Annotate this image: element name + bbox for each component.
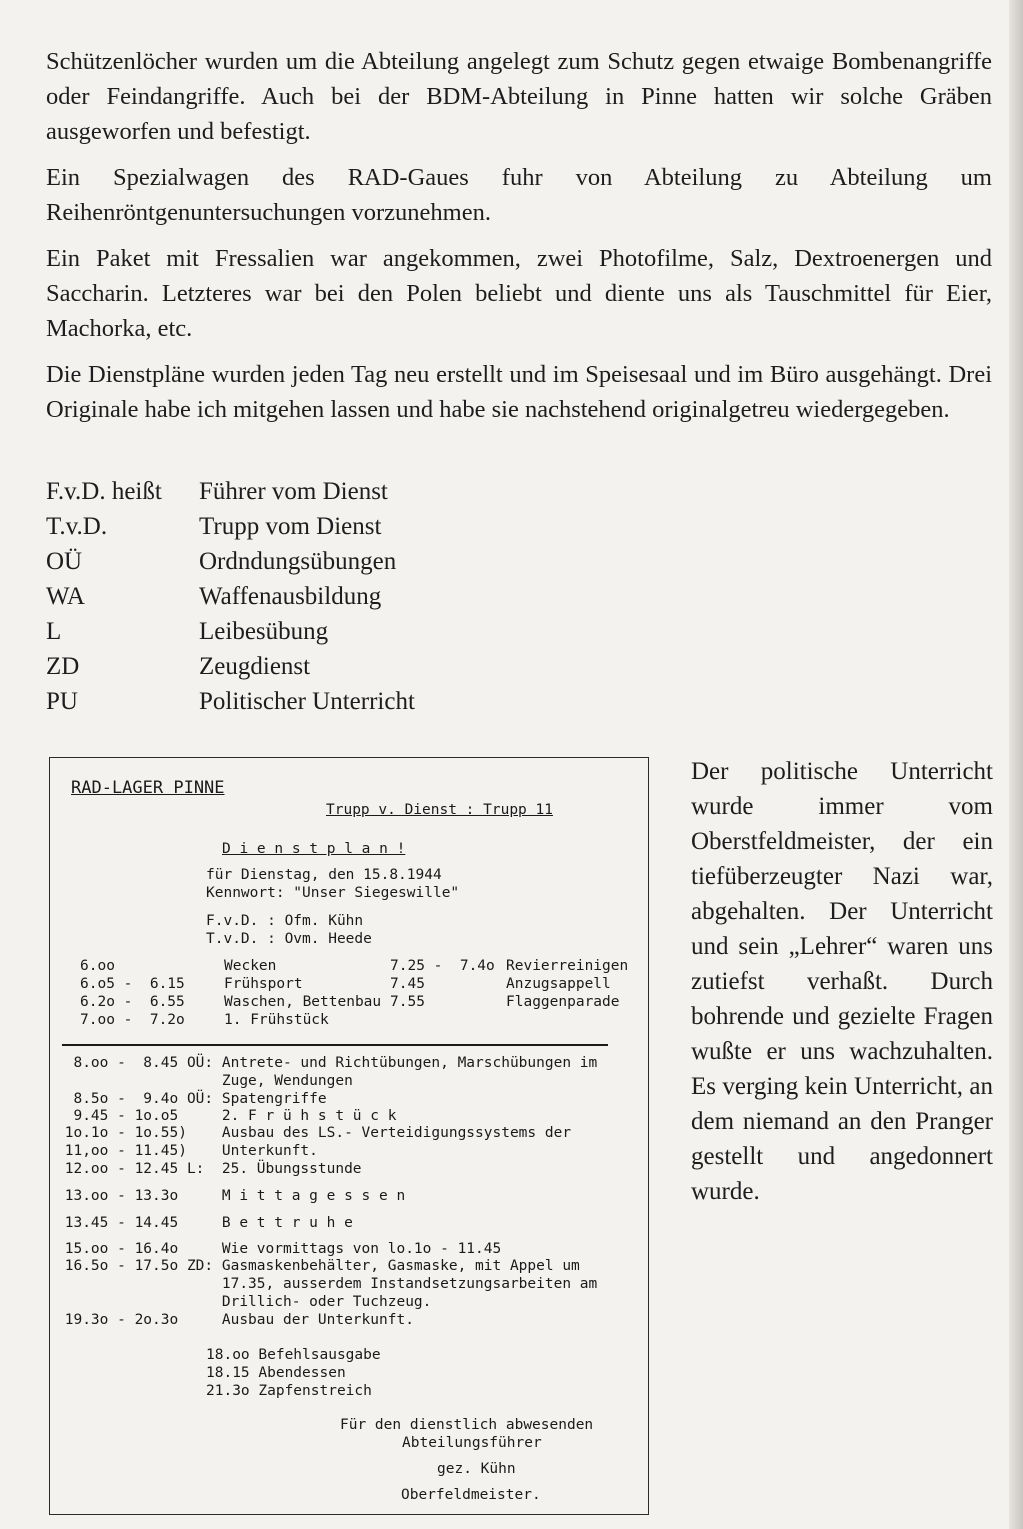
signature-line: Abteilungsführer: [402, 1435, 542, 1451]
abbreviation-key: WA: [46, 583, 85, 610]
schedule-activity: Waschen, Bettenbau: [224, 994, 382, 1010]
schedule-line: 8.oo - 8.45 OÜ: Antrete- und Richtübungen, Marschübungen im: [56, 1055, 598, 1071]
paragraph-xray: Ein Spezialwagen des RAD-Gaues fuhr von Abteilung zu Abteilung um Reihenröntgenuntersuchungen vorzunehmen.: [46, 164, 992, 226]
schedule-line: 12.oo - 12.45 L: 25. Übungsstunde: [56, 1161, 362, 1177]
paragraph-trenches: Schützenlöcher wurden um die Abteilung angelegt zum Schutz gegen etwaige Bombenangriffe oder Feindangriffe. Auch bei der BDM-Abteilung in Pinne hatten wir solche Gräben ausgeworfen und befestigt.: [46, 48, 992, 145]
schedule-time: 7.45: [390, 976, 425, 992]
abbreviation-row: [46, 509, 415, 544]
schedule-time: 6.2o - 6.55: [80, 994, 185, 1010]
abbreviation-value: Leibesübung: [199, 618, 329, 645]
evening-line: 21.3o Zapfenstreich: [206, 1383, 372, 1399]
abbreviation-row: [46, 579, 415, 614]
abbreviation-list: [46, 474, 415, 719]
abbreviation-row: [46, 649, 415, 684]
schedule-line: Zuge, Wendungen: [56, 1073, 353, 1089]
paragraph-package: Ein Paket mit Fressalien war angekommen, zwei Photofilme, Salz, Dextroenergen und Saccharin. Letzteres war bei den Polen beliebt und diente uns als Tauschmittel für Eier, Machorka, etc.: [46, 245, 992, 342]
bettruhe-line: 13.45 - 14.45 B e t t r u h e: [56, 1215, 353, 1231]
signature-line: Oberfeldmeister.: [401, 1487, 541, 1503]
schedule-line: 19.3o - 2o.3o Ausbau der Unterkunft.: [56, 1312, 414, 1328]
schedule-line: 9.45 - 1o.o5 2. F r ü h s t ü c k: [56, 1108, 397, 1124]
schedule-time: 7.55: [390, 994, 425, 1010]
schedule-activity: 1. Frühstück: [224, 1012, 329, 1028]
abbreviation-value: Waffenausbildung: [199, 583, 382, 610]
schedule-line: 11,oo - 11.45) Unterkunft.: [56, 1143, 318, 1159]
abbreviation-value: Führer vom Dienst: [199, 478, 388, 505]
schedule-line: Drillich- oder Tuchzeug.: [56, 1294, 432, 1310]
abbreviation-value: Zeugdienst: [199, 653, 311, 680]
signature-line: Für den dienstlich abwesenden: [340, 1417, 594, 1433]
schedule-line: 17.35, ausserdem Instandsetzungsarbeiten am: [56, 1276, 598, 1292]
mittagessen-line: 13.oo - 13.3o M i t t a g e s s e n: [56, 1188, 406, 1204]
abbreviation-key: F.v.D. heißt: [46, 478, 162, 505]
dienstplan-document: [49, 757, 649, 1515]
abbreviation-key: PU: [46, 688, 78, 715]
abbreviation-value: Politischer Unterricht: [199, 688, 415, 715]
tvd-line: T.v.D. : Ovm. Heede: [206, 931, 372, 947]
schedule-line: 16.5o - 17.5o ZD: Gasmaskenbehälter, Gasmaske, mit Appel um: [56, 1258, 580, 1274]
schedule-time: 7.25 - 7.4o: [390, 958, 495, 974]
trupp-line: Trupp v. Dienst : Trupp 11: [326, 802, 553, 818]
kennwort-line: Kennwort: "Unser Siegeswille": [206, 885, 460, 901]
schedule-activity: Anzugsappell: [506, 976, 611, 992]
schedule-time: 6.oo: [80, 958, 115, 974]
abbreviation-row: [46, 614, 415, 649]
abbreviation-key: ZD: [46, 653, 80, 680]
schedule-activity: Revierreinigen: [506, 958, 629, 974]
evening-line: 18.15 Abendessen: [206, 1365, 346, 1381]
abbreviation-key: OÜ: [46, 548, 83, 575]
abbreviation-key: T.v.D.: [46, 513, 108, 540]
dienstplan-heading: D i e n s t p l a n !: [222, 841, 406, 857]
schedule-time: 6.o5 - 6.15: [80, 976, 185, 992]
abbreviation-row: [46, 474, 415, 509]
page-edge: [1009, 0, 1023, 1529]
abbreviation-row: [46, 544, 415, 579]
paragraph-political-lessons: Der politische Unterricht wurde immer vom Oberstfeldmeister, der ein tiefüberzeugter Nazi war, abgehalten. Der Unterricht und sein „Lehrer“ waren uns zutiefst verhaßt. Durch bohrende und gezielte Fragen wußte er uns wachzuhalten. Es verging kein Unterricht, an dem niemand an den Pranger gestellt und angedonnert wurde.: [691, 758, 993, 1205]
abbreviation-value: Ordndungsübungen: [199, 548, 397, 575]
divider-rule: [62, 1044, 608, 1046]
evening-line: 18.oo Befehlsausgabe: [206, 1347, 381, 1363]
schedule-time: 7.oo - 7.2o: [80, 1012, 185, 1028]
abbreviation-value: Trupp vom Dienst: [199, 513, 382, 540]
schedule-line: 8.5o - 9.4o OÜ: Spatengriffe: [56, 1091, 327, 1107]
fvd-line: F.v.D. : Ofm. Kühn: [206, 913, 364, 929]
schedule-activity: Flaggenparade: [506, 994, 620, 1010]
camp-title: RAD-LAGER PINNE: [71, 778, 225, 798]
schedule-line: 15.oo - 16.4o Wie vormittags von lo.1o - 11.45: [56, 1241, 502, 1257]
schedule-activity: Frühsport: [224, 976, 303, 992]
abbreviation-row: [46, 684, 415, 719]
signature-line: gez. Kühn: [437, 1461, 516, 1477]
abbreviation-key: L: [46, 618, 62, 645]
schedule-activity: Wecken: [224, 958, 277, 974]
date-line: für Dienstag, den 15.8.1944: [206, 867, 442, 883]
paragraph-dienstplaene: Die Dienstpläne wurden jeden Tag neu erstellt und im Speisesaal und im Büro ausgehängt. Drei Originale habe ich mitgehen lassen und habe sie nachstehend originalgetreu wiedergegeben.: [46, 361, 992, 423]
schedule-line: 1o.1o - 1o.55) Ausbau des LS.- Verteidigungssystems der: [56, 1125, 572, 1141]
